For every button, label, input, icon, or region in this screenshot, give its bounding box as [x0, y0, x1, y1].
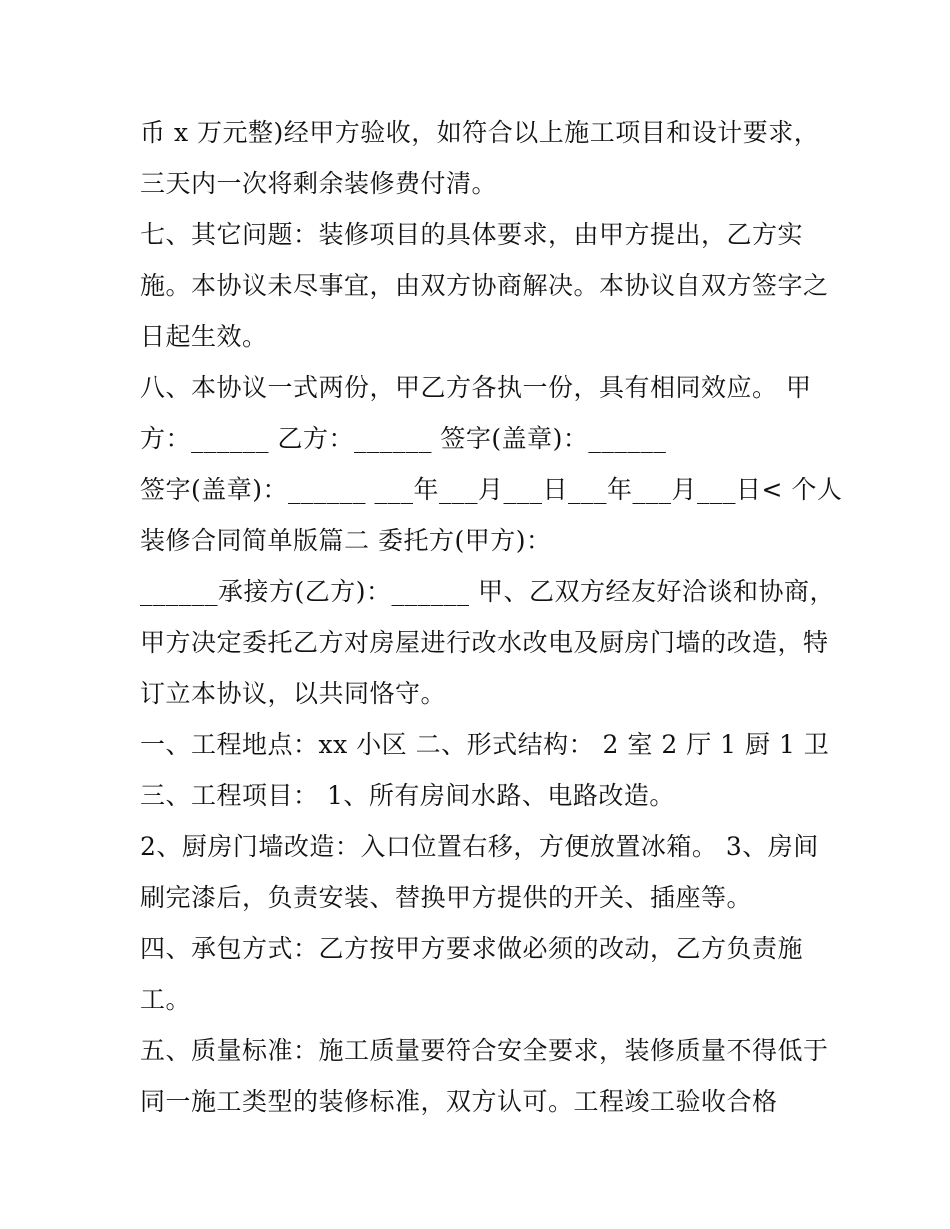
text-line: 方：______ 乙方：______ 签字(盖章)：______ [140, 424, 667, 453]
text-line: 装修合同简单版篇二 委托方(甲方)： [140, 526, 552, 555]
text-line: 五、质量标准：施工质量要符合安全要求，装修质量不得低于 [140, 1036, 829, 1065]
text-line: 甲方决定委托乙方对房屋进行改水改电及厨房门墙的改造，特 [140, 628, 829, 657]
text-line: 币 x 万元整)经甲方验收，如符合以上施工项目和设计要求， [140, 118, 820, 147]
text-line: 三天内一次将剩余装修费付清。 [140, 169, 498, 198]
text-line: 七、其它问题：装修项目的具体要求，由甲方提出，乙方实 [140, 220, 804, 249]
text-line: 三、工程项目： 1、所有房间水路、电路改造。 [140, 781, 675, 810]
text-line: 刷完漆后，负责安装、替换甲方提供的开关、插座等。 [140, 883, 753, 912]
document-body [140, 107, 843, 1127]
text-line: ______承接方(乙方)：______ 甲、乙双方经友好洽谈和协商， [140, 577, 835, 606]
text-line: 订立本协议，以共同恪守。 [140, 679, 447, 708]
text-line: 2、厨房门墙改造：入口位置右移，方便放置冰箱。 3、房间 [140, 832, 819, 861]
text-line: 施。本协议未尽事宜，由双方协商解决。本协议自双方签字之 [140, 271, 829, 300]
text-line: 同一施工类型的装修标准，双方认可。工程竣工验收合格 [140, 1087, 778, 1116]
text-line: 签字(盖章)：______ ___年___月___日___年___月___日< 个人 [140, 475, 843, 504]
text-line: 日起生效。 [140, 322, 268, 351]
text-line: 四、承包方式：乙方按甲方要求做必须的改动，乙方负责施 [140, 934, 804, 963]
text-line: 八、本协议一式两份，甲乙方各执一份，具有相同效应。 甲 [140, 373, 812, 402]
text-line: 一、工程地点：xx 小区 二、形式结构： 2 室 2 厅 1 厨 1 卫 [140, 730, 830, 759]
text-line: 工。 [140, 985, 192, 1014]
